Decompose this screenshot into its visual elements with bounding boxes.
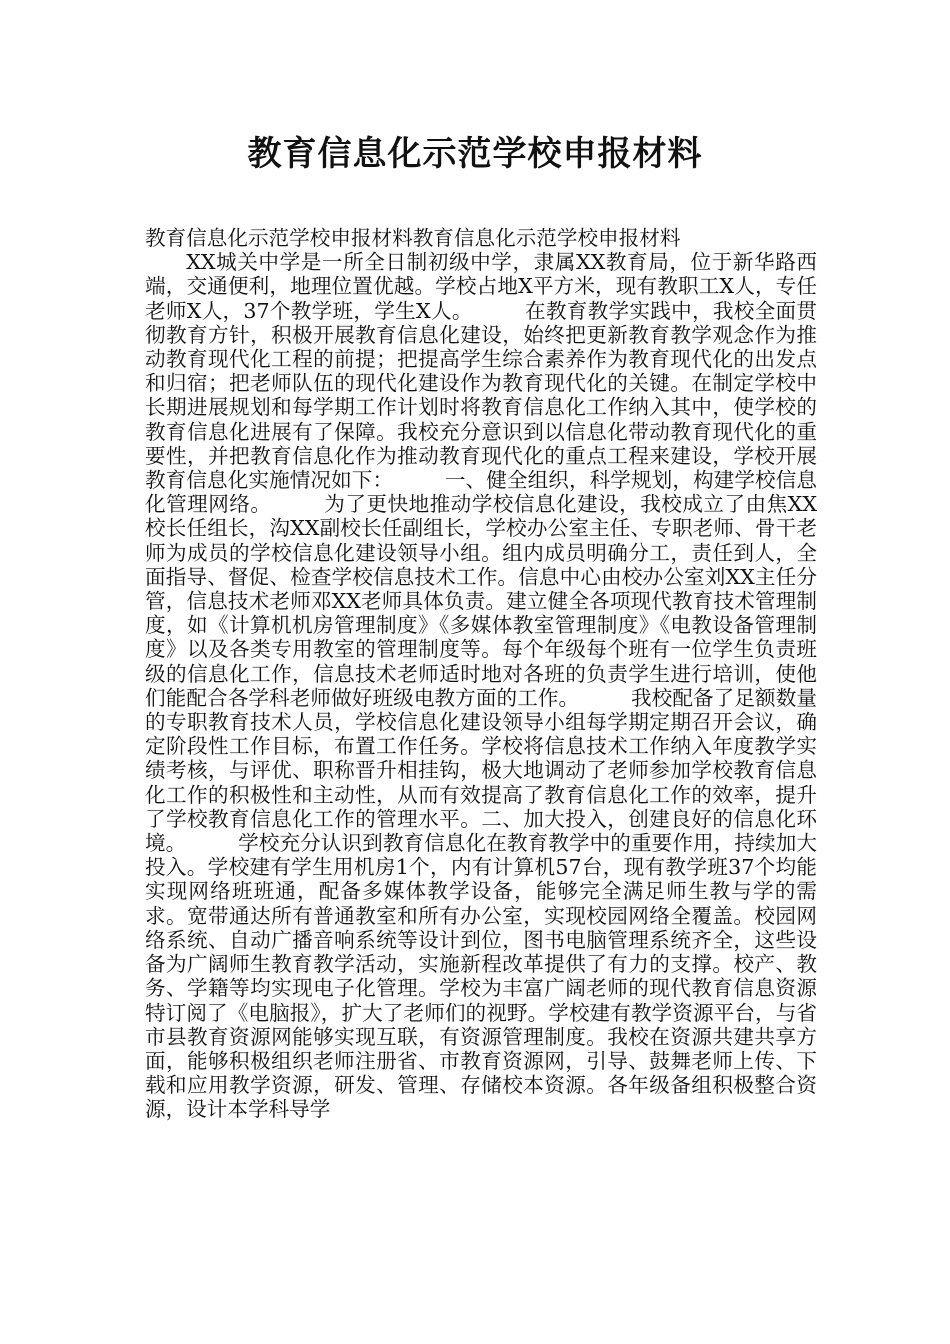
document-title: 教育信息化示范学校申报材料 <box>247 134 703 174</box>
document-subtitle-line: 教育信息化示范学校申报材料教育信息化示范学校申报材料 <box>145 226 681 250</box>
document-paragraph: XX城关中学是一所全日制初级中学，隶属XX教育局，位于新华路西端，交通便利，地理位置优越。学校占地X平方米，现有教职工X人，专任老师X人，37个教学班，学生X人。 在教育教学实践中，我校全面贯彻教育方针，积极开展教育信息化建设，始终把更新教育教学观念作为推动教育现代化工程的前提；把提高学生综合素养作为教育现代化的出发点和归宿；把老师队伍的现代化建设作为教育现代化的关键。在制定学校中长期进展规划和每学期工作计划时将教育信息化工作纳入其中，使学校的教育信息化进展有了保障。我校充分意识到以信息化带动教育现代化的重要性，并把教育信息化作为推动教育现代化的重点工程来建设，学校开展教育信息化实施情况如下： 一、健全组织，科学规划，构建学校信息化管理网络。 为了更快地推动学校信息化建设，我校成立了由焦XX校长任组长，沟XX副校长任副组长，学校办公室主任、专职老师、骨干老师为成员的学校信息化建设领导小组。组内成员明确分工，责任到人，全面指导、督促、检查学校信息技术工作。信息中心由校办公室刘XX主任分管，信息技术老师邓XX老师具体负责。建立健全各项现代教育技术管理制度，如《计算机机房管理制度》《多媒体教室管理制度》《电教设备管理制度》以及各类专用教室的管理制度等。每个年级每个班有一位学生负责班级的信息化工作，信息技术老师适时地对各班的负责学生进行培训，使他们能配合各学科老师做好班级电教方面的工作。 我校配备了足额数量的专职教育技术人员，学校信息化建设领导小组每学期定期召开会议，确定阶段性工作目标，布置工作任务。学校将信息技术工作纳入年度教学实绩考核，与评优、职称晋升相挂钩，极大地调动了老师参加学校教育信息化工作的积极性和主动性，从而有效提高了教育信息化工作的效率，提升了学校教育信息化工作的管理水平。二、加大投入，创建良好的信息化环境。 学校充分认识到教育信息化在教育教学中的重要作用，持续加大投入。学校建有学生用机房1个，内有计算机57台，现有教学班37个均能实现网络班班通，配备多媒体教学设备，能够完全满足师生教与学的需求。宽带通达所有普通教室和所有办公室，实现校园网络全覆盖。校园网络系统、自动广播音响系统等设计到位，图书电脑管理系统齐全，这些设备为广阔师生教育教学活动，实施新程改革提供了有力的支撑。校产、教务、学籍等均实现电子化管理。学校为丰富广阔老师的现代教育信息资源特订阅了《电脑报》，扩大了老师们的视野。学校建有教学资源平台，与省市县教育资源网能够实现互联，有资源管理制度。我校在资源共建共享方面，能够积极组织老师注册省、市教育资源网，引导、鼓舞老师上传、下载和应用教学资源，研发、管理、存储校本资源。各年级备组积极整合资源，设计本学科导学 <box>145 250 817 1122</box>
document-body <box>145 226 817 1246</box>
